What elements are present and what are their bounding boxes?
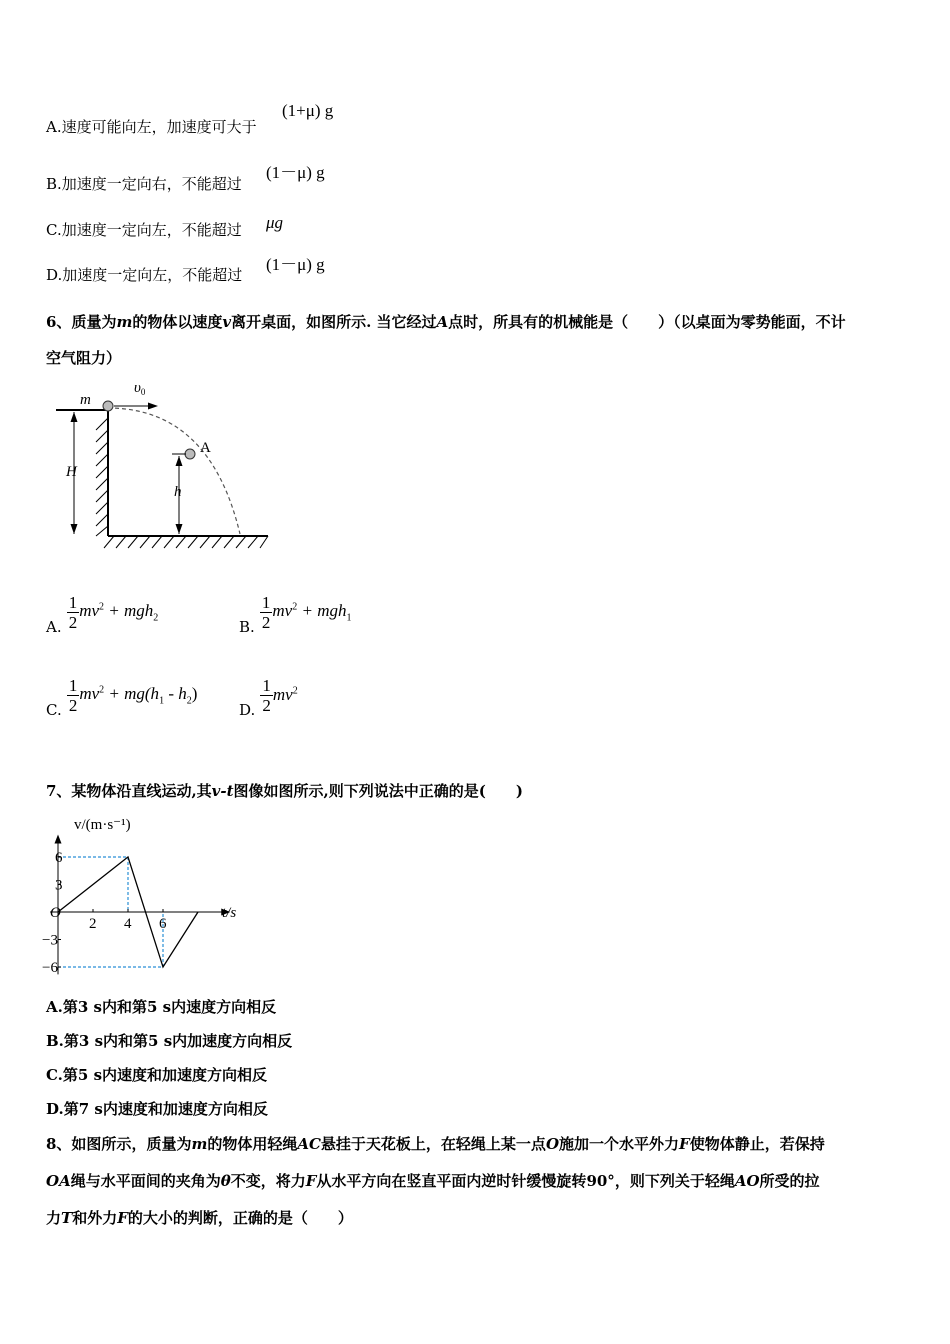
x-tick-label: 6 (159, 916, 167, 932)
stem-text: 力 (46, 1209, 62, 1227)
q7-option-c (46, 1064, 267, 1085)
var-AC: AC (297, 1135, 321, 1153)
option-text: 加速度一定向左，不能超过 (61, 221, 242, 239)
var-m: m (191, 1135, 208, 1153)
option-prefix: D. (239, 701, 256, 719)
fraction-half (260, 593, 273, 632)
option-number: 5 s (147, 998, 172, 1016)
angle-value: 90° (586, 1172, 615, 1190)
stem-text: 悬挂于天花板上，在轻绳上某一点 (320, 1135, 546, 1153)
option-prefix: A. (46, 998, 63, 1016)
y-axis-label: v/(m·s⁻¹) (74, 817, 131, 833)
var-T: T (61, 1209, 73, 1227)
option-number: 5 s (148, 1032, 173, 1050)
y-tick-label: 6 (55, 849, 63, 866)
option-prefix: D. (46, 1100, 64, 1118)
option-c-expr (79, 684, 197, 706)
option-text: 内速度方向相反 (171, 998, 277, 1016)
ball-A (185, 449, 195, 459)
q5-option-c-formula: μg (266, 213, 284, 232)
q8-stem-line2 (46, 1170, 820, 1191)
option-number: 7 s (78, 1100, 103, 1118)
stem-text: 所受的拉 (759, 1172, 820, 1190)
y-tick-label: −6 (42, 960, 58, 977)
q5-option-a-formula: (1+μ) g (282, 101, 334, 120)
q5-option-b (46, 173, 242, 194)
subscript: 2 (153, 612, 159, 624)
expr-part: mv (79, 600, 100, 620)
option-prefix: B. (239, 618, 255, 636)
H-label: H (66, 464, 77, 480)
expr-part: - h (164, 683, 187, 703)
q5-option-b-formula: (1－μ) g (266, 163, 325, 182)
stem-text: 不变，将力 (230, 1172, 306, 1190)
question-number: 6、 (46, 313, 72, 331)
var-v: v (222, 313, 232, 331)
expr-part: + mgh (104, 600, 154, 620)
option-prefix: B. (46, 1032, 64, 1050)
q7-vt-chart (40, 810, 255, 980)
option-text: 内速度和加速度方向相反 (102, 1066, 268, 1084)
H-arrow-head-bottom (71, 524, 78, 534)
stem-text: 点时，所具有的机械能是（ ）（以桌面为零势能面，不计 (448, 313, 846, 331)
q5-option-d (46, 264, 242, 285)
stem-text: 施加一个水平外力 (559, 1135, 680, 1153)
denominator: 2 (262, 695, 271, 715)
numerator: 1 (261, 592, 271, 612)
var-m: m (116, 313, 133, 331)
stem-text: 7、某物体沿直线运动,其 (46, 782, 212, 800)
h-label: h (174, 484, 182, 500)
A-label: A (200, 440, 211, 456)
v0-symbol: υ (134, 380, 141, 396)
table-hatching (96, 418, 108, 536)
q5-option-d-formula: (1－μ) g (266, 255, 325, 274)
numerator: 1 (68, 675, 78, 695)
y-tick-label: 3 (55, 877, 63, 894)
numerator: 1 (262, 675, 271, 695)
ball-start (103, 401, 113, 411)
var-A: A (436, 313, 449, 331)
option-a-expr (79, 601, 158, 623)
option-number: 3 s (78, 1032, 104, 1050)
expr-part: + mgh (297, 600, 347, 620)
q7-option-b (46, 1030, 292, 1051)
numerator: 1 (68, 592, 78, 612)
stem-text: 质量为 (71, 313, 117, 331)
origin-label: O (50, 905, 61, 921)
option-prefix: C. (46, 1066, 63, 1084)
option-text: 内和第 (103, 1032, 149, 1050)
denominator: 2 (261, 612, 271, 632)
y-tick-label: −3 (42, 932, 58, 949)
stem-text: 绳与水平面间的夹角为 (70, 1172, 221, 1190)
q8-stem-line1 (46, 1133, 825, 1154)
stem-text: 8、如图所示，质量为 (46, 1135, 192, 1153)
var-OA: OA (46, 1172, 71, 1190)
subscript: 1 (346, 612, 352, 624)
option-text: 内和第 (102, 998, 148, 1016)
fraction-half (67, 593, 80, 632)
option-prefix: C. (46, 221, 62, 239)
stem-text: 的物体用轻绳 (207, 1135, 298, 1153)
q6-option-c (46, 671, 197, 719)
x-tick-label: 2 (89, 916, 97, 932)
superscript: 2 (99, 601, 105, 613)
q7-option-d (46, 1098, 268, 1119)
q6-option-d (239, 671, 298, 719)
guide-line-1 (58, 912, 163, 967)
q5-option-a (46, 116, 257, 137)
superscript: 2 (99, 684, 105, 696)
option-text: 内速度和加速度方向相反 (102, 1100, 268, 1118)
stem-text: 从水平方向在竖直平面内逆时针缓慢旋转 (316, 1172, 587, 1190)
q6-stem-line1 (46, 311, 846, 332)
q5-option-c (46, 219, 242, 240)
option-text: 第 (62, 1066, 78, 1084)
stem-text: 图像如图所示,则下列说法中正确的是( ) (233, 782, 523, 800)
var-AO: AO (734, 1172, 760, 1190)
var-F: F (679, 1135, 690, 1153)
v0-label (134, 380, 146, 397)
superscript: 2 (292, 601, 298, 613)
trajectory-curve (108, 408, 240, 534)
x-axis-label: t/s (222, 905, 237, 921)
q6-projectile-figure (50, 378, 275, 553)
fraction-half (260, 676, 273, 715)
expr-part: + mg(h (104, 683, 160, 703)
var-theta: θ (220, 1172, 231, 1190)
option-text: 第 (63, 1100, 79, 1118)
option-text: 第 (63, 1032, 79, 1050)
H-arrow-head-top (71, 412, 78, 422)
stem-text: 的物体以速度 (132, 313, 223, 331)
denominator: 2 (68, 612, 78, 632)
option-text: 速度可能向左，加速度可大于 (61, 118, 257, 136)
stem-text: 和外力 (72, 1209, 118, 1227)
stem-text: 的大小的判断，正确的是（ ） (127, 1209, 353, 1227)
axes (50, 834, 230, 974)
subscript: 2 (186, 695, 192, 707)
option-number: 5 s (77, 1066, 103, 1084)
v0-subscript: 0 (140, 387, 146, 397)
option-text: 内加速度方向相反 (172, 1032, 293, 1050)
option-text: 第 (62, 998, 78, 1016)
expr-part: mv (272, 600, 293, 620)
subscript: 1 (159, 695, 165, 707)
h-arrow-head-top (176, 456, 183, 466)
y-axis-arrow (55, 834, 62, 843)
ground-hatching (104, 536, 268, 548)
expr-part: mv (79, 683, 100, 703)
option-prefix: B. (46, 175, 62, 193)
option-text: 加速度一定向右，不能超过 (61, 175, 242, 193)
x-tick-label: 4 (124, 916, 132, 932)
expr-part: mv (272, 685, 293, 704)
option-prefix: A. (46, 118, 62, 136)
q7-stem (46, 780, 523, 801)
q6-option-a (46, 588, 158, 636)
var-F: F (117, 1209, 128, 1227)
v0-arrow-head (148, 403, 158, 410)
q6-stem-line2: 空气阻力） (46, 349, 122, 367)
stem-text: 离开桌面，如图所示. 当它经过 (231, 313, 437, 331)
option-number: 3 s (77, 998, 102, 1016)
q7-option-a (46, 996, 276, 1017)
m-label: m (80, 392, 91, 408)
option-prefix: C. (46, 701, 62, 719)
q8-stem-line3 (46, 1207, 353, 1228)
var-F: F (305, 1172, 317, 1190)
denominator: 2 (68, 695, 78, 715)
fraction-half (67, 676, 80, 715)
superscript: 2 (292, 685, 298, 697)
option-prefix: A. (46, 618, 62, 636)
h-arrow-head-bottom (176, 524, 183, 534)
option-text: 加速度一定向左，不能超过 (62, 266, 243, 284)
var-vt: v-t (211, 782, 234, 800)
option-prefix: D. (46, 266, 63, 284)
stem-text: ，则下列关于轻绳 (614, 1172, 735, 1190)
option-d-expr (273, 685, 298, 705)
stem-text: 使物体静止，若保持 (689, 1135, 825, 1153)
var-O: O (545, 1135, 560, 1153)
option-b-expr (272, 601, 351, 623)
q6-option-b (239, 588, 351, 636)
expr-part: ) (191, 683, 198, 703)
